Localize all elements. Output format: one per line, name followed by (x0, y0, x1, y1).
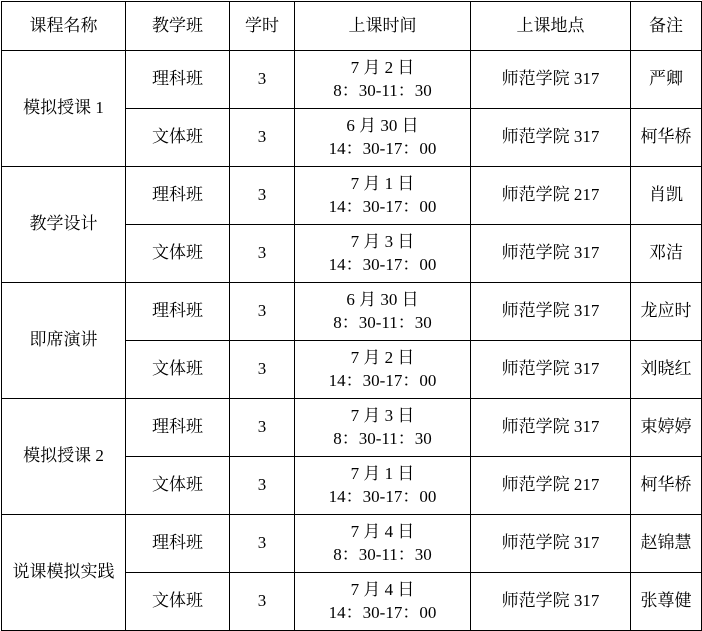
time-cell (295, 167, 471, 225)
time-range: 14：30-17：00 (328, 486, 437, 506)
hours-cell: 3 (230, 457, 295, 515)
time-cell (295, 341, 471, 399)
course-name-cell: 模拟授课 1 (2, 51, 126, 167)
time-cell (295, 399, 471, 457)
place-cell: 师范学院 317 (471, 341, 631, 399)
note-cell: 束婷婷 (631, 399, 702, 457)
time-cell (295, 515, 471, 573)
time-date: 7 月 2 日 (350, 57, 415, 77)
hours-cell: 3 (230, 225, 295, 283)
time-range: 8：30-11：30 (333, 428, 432, 448)
note-cell: 张尊健 (631, 573, 702, 631)
hours-cell: 3 (230, 51, 295, 109)
table-row (2, 515, 702, 573)
place-cell: 师范学院 317 (471, 573, 631, 631)
time-range: 14：30-17：00 (328, 196, 437, 216)
column-header-note: 备注 (631, 2, 702, 51)
column-header-place: 上课地点 (471, 2, 631, 51)
time-range: 14：30-17：00 (328, 602, 437, 622)
class-cell: 理科班 (126, 51, 230, 109)
place-cell: 师范学院 217 (471, 457, 631, 515)
class-cell: 理科班 (126, 515, 230, 573)
note-cell: 柯华桥 (631, 109, 702, 167)
class-cell: 文体班 (126, 573, 230, 631)
time-range: 8：30-11：30 (333, 312, 432, 332)
table-row (2, 167, 702, 225)
class-cell: 理科班 (126, 283, 230, 341)
time-range: 14：30-17：00 (328, 138, 437, 158)
note-cell: 赵锦慧 (631, 515, 702, 573)
place-cell: 师范学院 317 (471, 515, 631, 573)
time-date: 6 月 30 日 (346, 289, 419, 309)
note-cell: 肖凯 (631, 167, 702, 225)
note-cell: 龙应时 (631, 283, 702, 341)
hours-cell: 3 (230, 167, 295, 225)
table-row (2, 51, 702, 109)
time-date: 7 月 4 日 (350, 521, 415, 541)
hours-cell: 3 (230, 399, 295, 457)
class-cell: 文体班 (126, 457, 230, 515)
column-header-time: 上课时间 (295, 2, 471, 51)
place-cell: 师范学院 317 (471, 109, 631, 167)
column-header-hours: 学时 (230, 2, 295, 51)
hours-cell: 3 (230, 109, 295, 167)
time-date: 7 月 2 日 (350, 347, 415, 367)
hours-cell: 3 (230, 341, 295, 399)
table-header (2, 2, 702, 51)
class-cell: 文体班 (126, 341, 230, 399)
hours-cell: 3 (230, 283, 295, 341)
course-name-cell: 即席演讲 (2, 283, 126, 399)
time-range: 14：30-17：00 (328, 254, 437, 274)
place-cell: 师范学院 317 (471, 51, 631, 109)
note-cell: 刘晓红 (631, 341, 702, 399)
course-name-cell: 模拟授课 2 (2, 399, 126, 515)
hours-cell: 3 (230, 515, 295, 573)
time-date: 7 月 1 日 (350, 173, 415, 193)
table-row (2, 399, 702, 457)
time-date: 7 月 4 日 (350, 579, 415, 599)
time-range: 8：30-11：30 (333, 544, 432, 564)
place-cell: 师范学院 317 (471, 283, 631, 341)
time-date: 7 月 3 日 (350, 405, 415, 425)
time-range: 14：30-17：00 (328, 370, 437, 390)
column-header-course: 课程名称 (2, 2, 126, 51)
time-range: 8：30-11：30 (333, 80, 432, 100)
class-cell: 文体班 (126, 109, 230, 167)
table-row (2, 283, 702, 341)
time-date: 7 月 1 日 (350, 463, 415, 483)
time-cell (295, 283, 471, 341)
note-cell: 严卿 (631, 51, 702, 109)
table-header-row (2, 2, 702, 51)
time-cell (295, 109, 471, 167)
time-cell (295, 573, 471, 631)
time-date: 7 月 3 日 (350, 231, 415, 251)
note-cell: 邓洁 (631, 225, 702, 283)
place-cell: 师范学院 317 (471, 225, 631, 283)
time-date: 6 月 30 日 (346, 115, 419, 135)
class-cell: 理科班 (126, 399, 230, 457)
place-cell: 师范学院 317 (471, 399, 631, 457)
class-cell: 理科班 (126, 167, 230, 225)
column-header-class: 教学班 (126, 2, 230, 51)
course-schedule-table (1, 1, 702, 631)
hours-cell: 3 (230, 573, 295, 631)
time-cell (295, 225, 471, 283)
note-cell: 柯华桥 (631, 457, 702, 515)
course-name-cell: 教学设计 (2, 167, 126, 283)
time-cell (295, 457, 471, 515)
place-cell: 师范学院 217 (471, 167, 631, 225)
time-cell (295, 51, 471, 109)
course-name-cell: 说课模拟实践 (2, 515, 126, 631)
table-body (2, 51, 702, 631)
class-cell: 文体班 (126, 225, 230, 283)
